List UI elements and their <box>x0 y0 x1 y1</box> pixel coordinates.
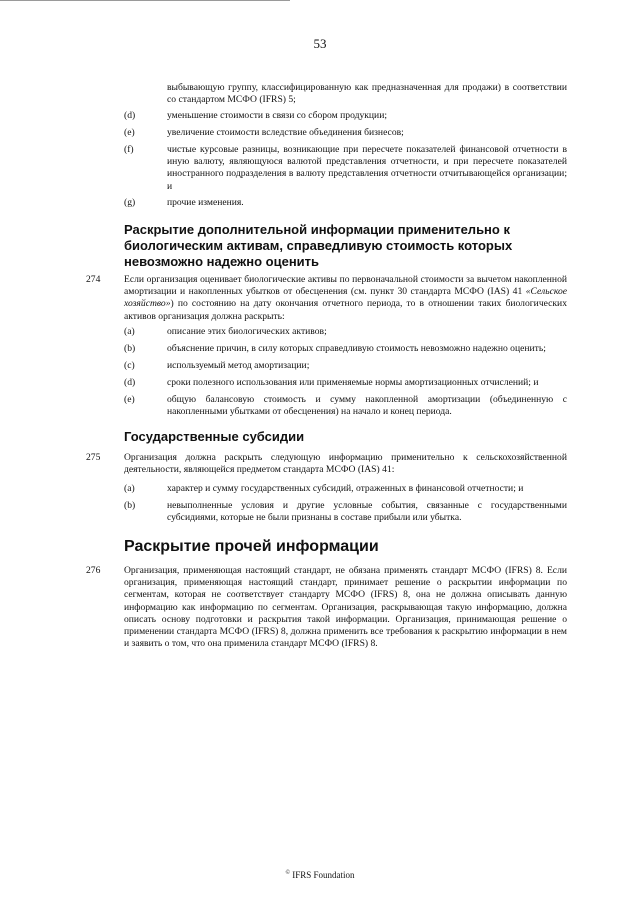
list-item-text: общую балансовую стоимость и сумму накопленной амортизации (объединенную с накопленными убытками от обесценения) на начало и конец периода. <box>167 394 567 418</box>
section-heading-government-grants: Государственные субсидии <box>124 429 305 444</box>
list-item-label: (g) <box>124 197 136 208</box>
list-item-text: описание этих биологических активов; <box>167 326 327 337</box>
paragraph-number: 274 <box>86 274 101 285</box>
paragraph-text: Если организация оценивает биологические активы по первоначальной стоимости за вычетом накопленной амортизации и накопленных убытков от обесценения (см. пункт 30 стандарта МСФО (IAS) 41 <box>124 274 567 298</box>
paragraph-275: Организация должна раскрыть следующую информацию применительно к сельскохозяйственной деятельности, являющейся предметом стандарта МСФО (IAS) 41: <box>124 452 567 476</box>
list-item-text: объяснение причин, в силу которых справедливую стоимость невозможно надежно оценить; <box>167 343 546 354</box>
intro-continuation: выбывающую группу, классифицированную как предназначенная для продажи) в соответствии со стандартом МСФО (IFRS) 5; <box>167 82 567 106</box>
list-item-text: уменьшение стоимости в связи со сбором продукции; <box>167 110 387 121</box>
list-item-text: сроки полезного использования или применяемые нормы амортизационных отчислений; и <box>167 377 539 388</box>
footer-text: IFRS Foundation <box>292 870 355 880</box>
paragraph-text: ) по состоянию на дату окончания отчетного периода, то в отношении таких биологических активов организация должна раскрыть: <box>124 298 567 322</box>
list-item-text: чистые курсовые разницы, возникающие при пересчете показателей финансовой отчетности в иную валюту, являющуюся валютой представления отчетности, и при пересчете показателей иностранного подразделения в валюту представления отчетности отчитывающейся организации; и <box>167 144 567 192</box>
list-item-text: увеличение стоимости вследствие объединения бизнесов; <box>167 127 404 138</box>
list-item-label: (e) <box>124 127 135 138</box>
paragraph-276: Организация, применяющая настоящий стандарт, не обязана применять стандарт МСФО (IFRS) 8. Если организация, применяющая настоящий стандарт, принимает решение о раскрытии информации по сегментам, которая не соответствует стандарту МСФО (IFRS) 8, она не должна описывать данную информацию как информацию по сегментам. Организация, раскрывающая такую информацию, должна описать основу подготовки и раскрытия такой информации. Организация, принимающая решение о применении стандарта МСФО (IFRS) 8, должна применить все требования к раскрытию информации в нем и заявить о том, что она применила стандарт МСФО (IFRS) 8. <box>124 565 567 650</box>
list-item-text: невыполненные условия и другие условные события, связанные с государственными субсидиями, которые не были признаны в составе прибыли или убытка. <box>167 500 567 524</box>
copyright-symbol: © <box>285 870 291 876</box>
list-item-label: (b) <box>124 500 136 511</box>
list-item-text: характер и сумму государственных субсидий, отраженных в финансовой отчетности; и <box>167 483 524 494</box>
section-heading-biological-assets: Раскрытие дополнительной информации применительно к биологическим активам, справедливую стоимость которых невозможно надежно оценить <box>124 222 513 269</box>
list-item-label: (d) <box>124 110 136 121</box>
list-item-label: (b) <box>124 343 136 354</box>
list-item-label: (a) <box>124 326 135 337</box>
paragraph-274 <box>124 274 567 323</box>
list-item-label: (f) <box>124 144 134 155</box>
list-item-label: (c) <box>124 360 135 371</box>
standard-title: «Сельское хозяйство» <box>124 286 567 310</box>
page-number: 53 <box>313 36 327 51</box>
section-heading-other-disclosures: Раскрытие прочей информации <box>124 538 379 555</box>
paragraph-number: 275 <box>86 452 101 463</box>
list-item-label: (a) <box>124 483 135 494</box>
top-rule <box>0 0 290 1</box>
paragraph-number: 276 <box>86 565 101 576</box>
list-item-label: (e) <box>124 394 135 405</box>
footer-copyright <box>0 870 640 880</box>
list-item-label: (d) <box>124 377 136 388</box>
list-item-text: прочие изменения. <box>167 197 244 208</box>
list-item-text: используемый метод амортизации; <box>167 360 310 371</box>
